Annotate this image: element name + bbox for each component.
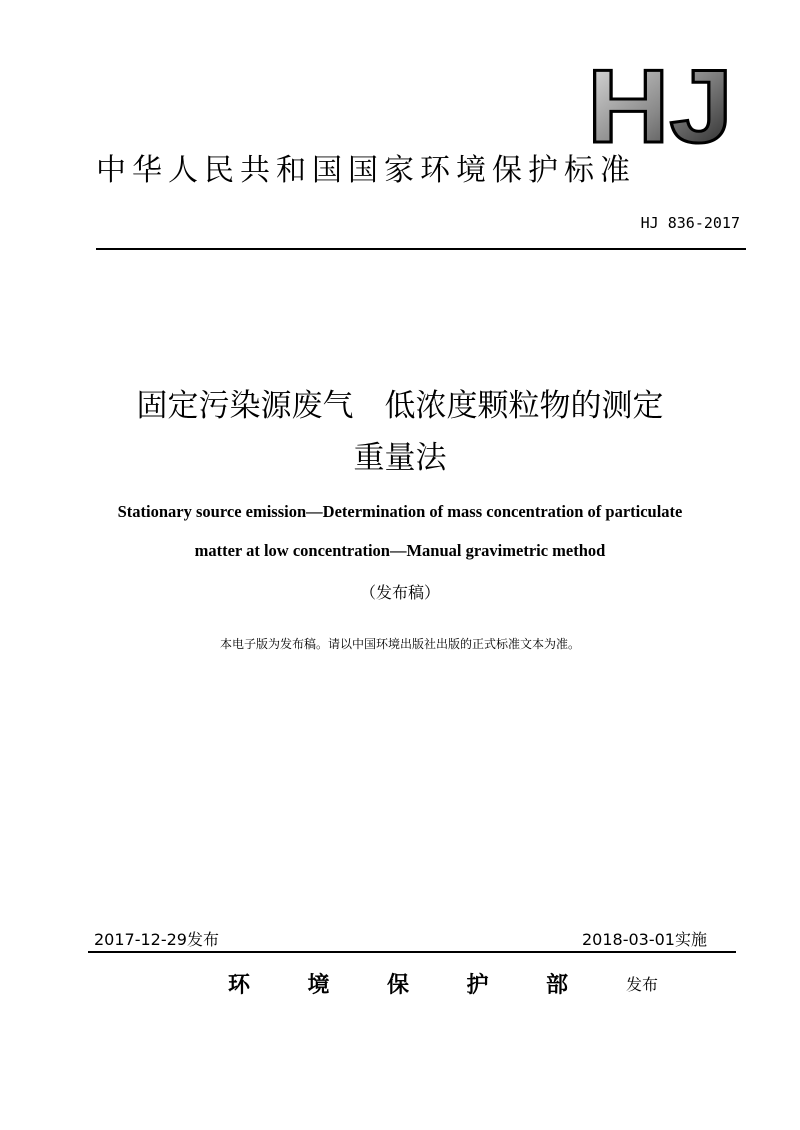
ministry-char: 境 <box>307 972 330 998</box>
document-title-line1: 固定污染源废气 低浓度颗粒物的测定 <box>136 388 664 424</box>
standard-code: HJ 836-2017 <box>640 214 740 232</box>
hj-logo <box>585 62 735 146</box>
ministry-char: 部 <box>545 972 568 998</box>
footer-divider <box>88 951 736 953</box>
ministry-char: 护 <box>466 972 489 998</box>
draft-label: （发布稿） <box>359 583 440 602</box>
document-title-line2: 重量法 <box>353 440 447 476</box>
header-divider <box>96 248 746 250</box>
ministry-char: 环 <box>228 972 251 998</box>
ministry-name <box>228 970 568 1000</box>
effective-date: 2018-03-01实施 <box>582 930 707 949</box>
organization-title: 中华人民共和国国家环境保护标准 <box>96 153 636 188</box>
ministry-char: 保 <box>386 972 409 998</box>
english-title-line2: matter at low concentration—Manual gravimetric method <box>194 541 606 560</box>
publish-date: 2017-12-29发布 <box>94 930 219 949</box>
hj-logo-text: HJ <box>587 62 733 146</box>
issued-label: 发布 <box>626 975 659 994</box>
english-title-line1: Stationary source emission—Determination of mass concentration of particulate <box>117 502 683 521</box>
notice-text: 本电子版为发布稿。请以中国环境出版社出版的正式标准文本为准。 <box>219 637 580 651</box>
